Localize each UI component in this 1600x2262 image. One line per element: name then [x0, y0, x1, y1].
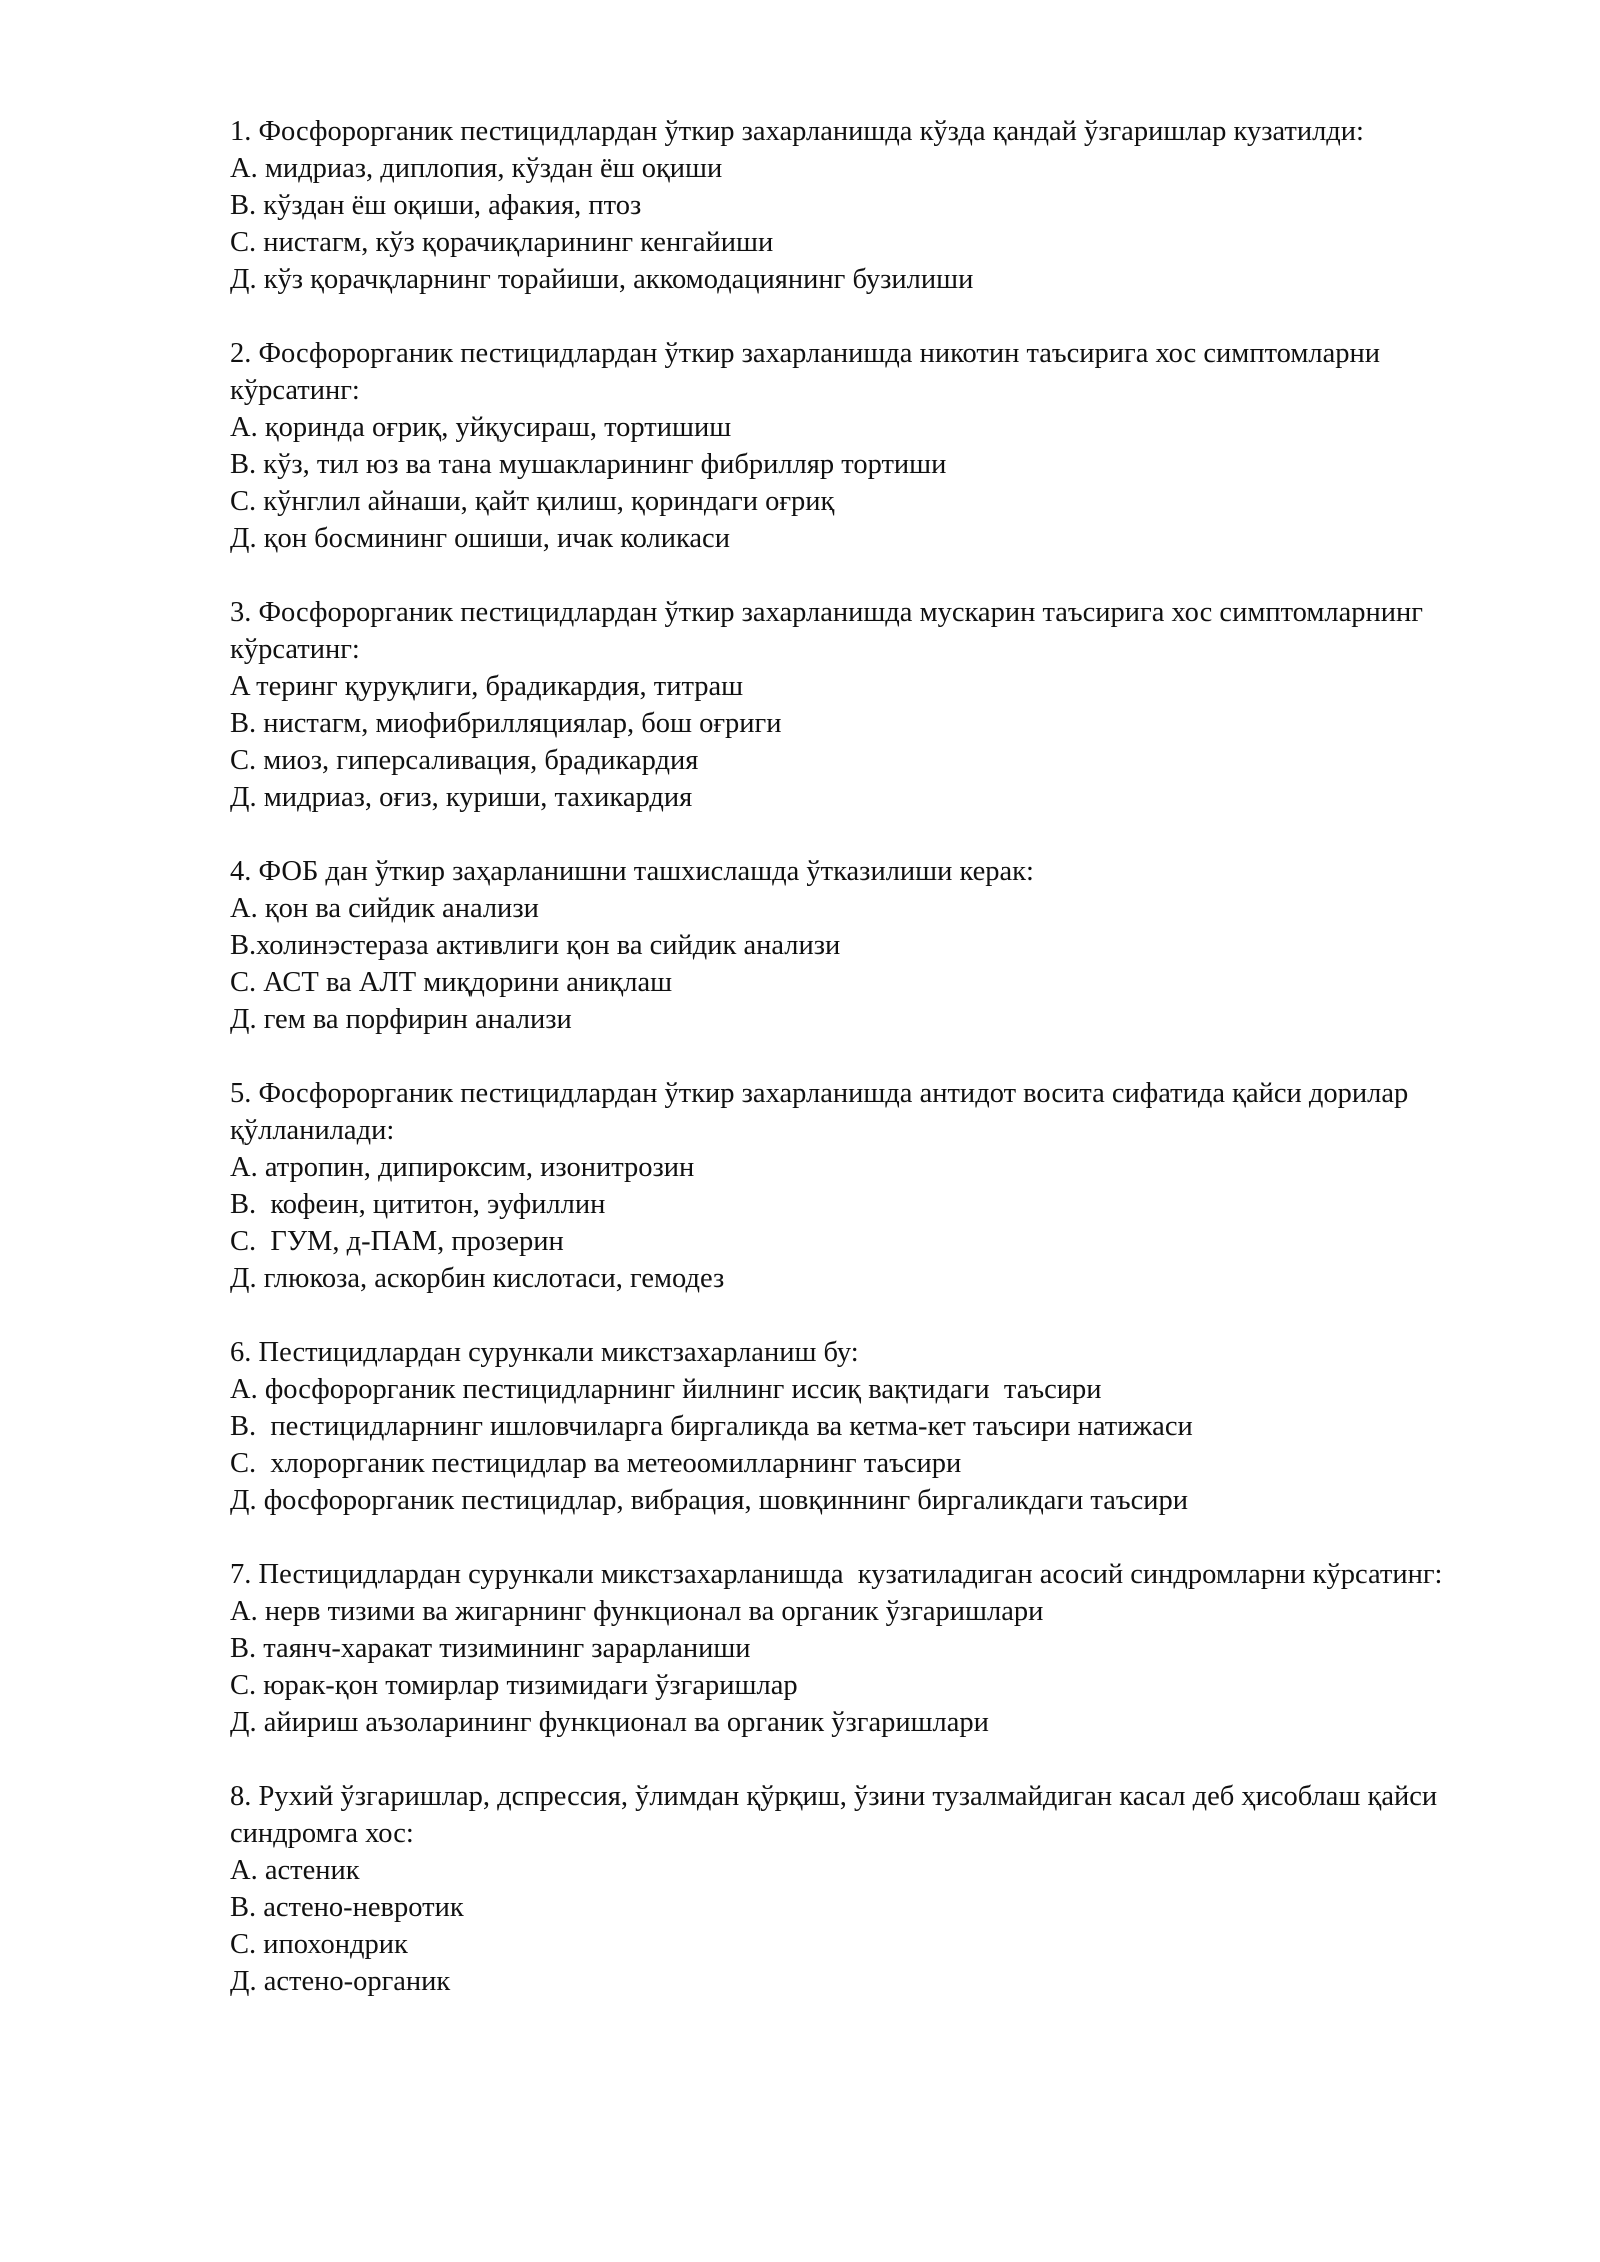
answer-option-c: C. хлорорганик пестицидлар ва метеоомилларнинг таъсири: [230, 1448, 962, 1479]
answer-option-b: B. астено-невротик: [230, 1892, 464, 1923]
question-text: 1. Фосфорорганик пестицидлардан ўткир захарланишда кўзда қандай ўзгаришлар кузатилди:: [230, 116, 1364, 147]
answer-option-b: B. нистагм, миофибрилляциялар, бош оғриги: [230, 708, 782, 739]
document-page: [230, 113, 1480, 2037]
answer-option-d: Д. астено-органик: [230, 1966, 451, 1997]
question-7: [230, 1556, 1480, 1741]
answer-option-c: C. кўнглил айнаши, қайт қилиш, қориндаги оғриқ: [230, 486, 835, 517]
answer-option-a: A теринг қуруқлиги, брадикардия, титраш: [230, 671, 744, 702]
answer-option-d: Д. айириш аъзоларининг функционал ва органик ўзгаришлари: [230, 1707, 989, 1738]
answer-option-d: Д. гем ва порфирин анализи: [230, 1004, 572, 1035]
answer-option-a: A. қоринда оғриқ, уйқусираш, тортишиш: [230, 412, 732, 443]
answer-option-a: A. атропин, дипироксим, изонитрозин: [230, 1152, 695, 1183]
answer-option-c: C. юрак-қон томирлар тизимидаги ўзгаришлар: [230, 1670, 798, 1701]
question-3: [230, 594, 1480, 816]
question-text: 2. Фосфорорганик пестицидлардан ўткир захарланишда никотин таъсирига хос симптомларни кўрсатинг:: [230, 338, 1388, 406]
answer-option-b: B. таянч-харакат тизимининг зарарланиши: [230, 1633, 751, 1664]
answer-option-c: C. ипохондрик: [230, 1929, 408, 1960]
question-8: [230, 1778, 1480, 2000]
answer-option-a: A. фосфорорганик пестицидларнинг йилнинг иссиқ вақтидаги таъсири: [230, 1374, 1102, 1405]
answer-option-b: B. пестицидларнинг ишловчиларга биргаликда ва кетма-кет таъсири натижаси: [230, 1411, 1193, 1442]
answer-option-d: Д. фосфорорганик пестицидлар, вибрация, шовқиннинг биргаликдаги таъсири: [230, 1485, 1189, 1516]
answer-option-b: B. кўздан ёш оқиши, афакия, птоз: [230, 190, 642, 221]
answer-option-a: A. нерв тизими ва жигарнинг функционал ва органик ўзгаришлари: [230, 1596, 1044, 1627]
question-5: [230, 1075, 1480, 1297]
question-1: [230, 113, 1480, 298]
answer-option-c: C. АСТ ва АЛТ миқдорини аниқлаш: [230, 967, 673, 998]
answer-option-a: A. астеник: [230, 1855, 360, 1886]
answer-option-d: Д. кўз қорачқларнинг торайиши, аккомодациянинг бузилиши: [230, 264, 974, 295]
answer-option-b: B. кўз, тил юз ва тана мушакларининг фибрилляр тортиши: [230, 449, 947, 480]
answer-option-c: C. нистагм, кўз қорачиқларининг кенгайиши: [230, 227, 774, 258]
answer-option-c: C. миоз, гиперсаливация, брадикардия: [230, 745, 699, 776]
question-text: 8. Рухий ўзгаришлар, дспрессия, ўлимдан қўрқиш, ўзини тузалмайдиган касал деб ҳисоблаш қайси синдромга хос:: [230, 1781, 1445, 1849]
answer-option-b: B. кофеин, цититон, эуфиллин: [230, 1189, 606, 1220]
answer-option-d: Д. мидриаз, оғиз, куриши, тахикардия: [230, 782, 693, 813]
question-text: 4. ФОБ дан ўткир заҳарланишни ташхислашда ўтказилиши керак:: [230, 856, 1034, 887]
answer-option-d: Д. глюкоза, аскорбин кислотаси, гемодез: [230, 1263, 725, 1294]
question-text: 6. Пестицидлардан сурункали микстзахарланиш бу:: [230, 1337, 859, 1368]
answer-option-a: A. қон ва сийдик анализи: [230, 893, 539, 924]
question-text: 7. Пестицидлардан сурункали микстзахарланишда кузатиладиган асосий синдромларни кўрсатинг:: [230, 1559, 1443, 1590]
answer-option-a: A. мидриаз, диплопия, кўздан ёш оқиши: [230, 153, 723, 184]
answer-option-d: Д. қон босмининг ошиши, ичак коликаси: [230, 523, 730, 554]
question-4: [230, 853, 1480, 1038]
question-text: 3. Фосфорорганик пестицидлардан ўткир захарланишда мускарин таъсирига хос симптомларнинг кўрсатинг:: [230, 597, 1431, 665]
question-text: 5. Фосфорорганик пестицидлардан ўткир захарланишда антидот восита сифатида қайси дорилар қўлланилади:: [230, 1078, 1416, 1146]
question-2: [230, 335, 1480, 557]
answer-option-c: C. ГУМ, д-ПАМ, прозерин: [230, 1226, 564, 1257]
answer-option-b: B.холинэстераза активлиги қон ва сийдик анализи: [230, 930, 841, 961]
question-6: [230, 1334, 1480, 1519]
